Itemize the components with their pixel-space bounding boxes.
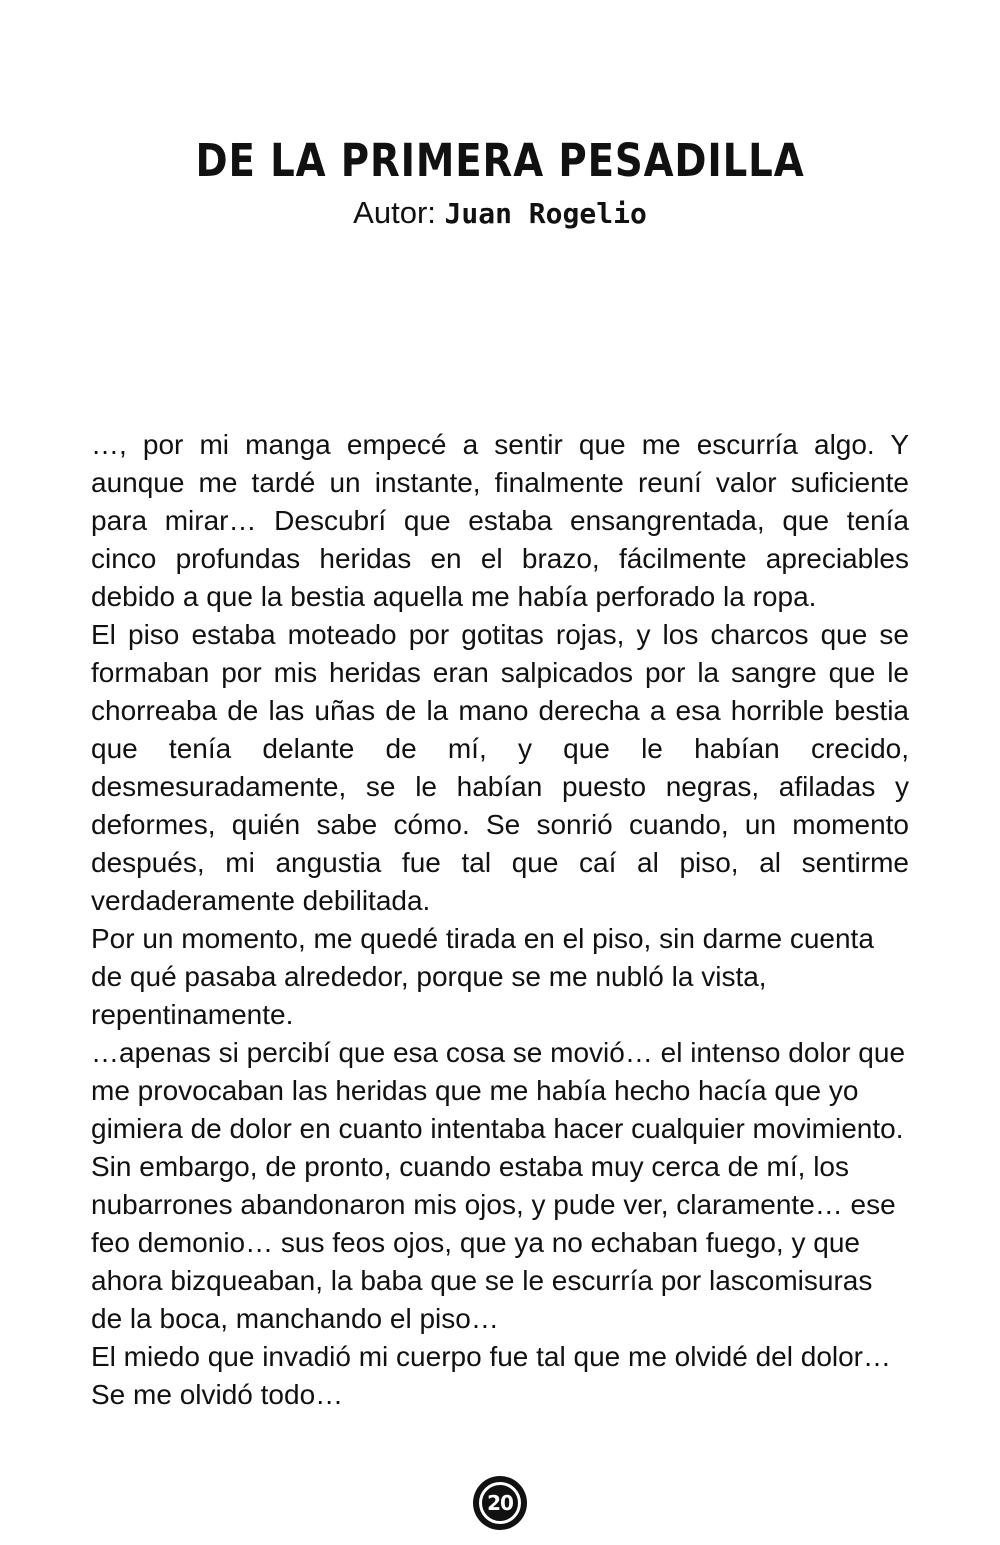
paragraph: El piso estaba moteado por gotitas rojas, y los charcos que se formaban por mis heridas eran salpicados por la sangre que le chorreaba de las uñas de la mano derecha a esa horrible bestia que tenía delante de mí, y que le habían crecido, desmesuradamente, se le habían puesto negras, afiladas y deformes, quién sabe cómo. Se sonrió cuando, un momento después, mi angustia fue tal que caí al piso, al sentirme verdaderamente debilitada. [91,619,909,916]
paragraph: El miedo que invadió mi cuerpo fue tal que me olvidé del dolor… Se me olvidó todo… [91,1341,892,1410]
author-line [0,193,1000,234]
paragraph: …, por mi manga empecé a sentir que me escurría algo. Y aunque me tardé un instante, finalmente reuní valor suficiente para mirar… Descubrí que estaba ensangrentada, que tenía cinco profundas heridas en el brazo, fácilmente apreciables debido a que la bestia aquella me había perforado la ropa. [91,429,909,612]
page-number: 20 [479,1482,521,1524]
page-title: DE LA PRIMERA PESADILLA [195,134,805,187]
paragraph: …apenas si percibí que esa cosa se movió… el intenso dolor que me provocaban las heridas que me había hecho hacía que yo gimiera de dolor en cuanto intentaba hacer cualquier movimiento. [91,1037,906,1144]
page-number-badge [473,1476,527,1530]
author-name: Juan Rogelio [444,197,647,230]
story-text [91,426,909,1414]
paragraph: Por un momento, me quedé tirada en el piso, sin darme cuenta de qué pasaba alrededor, porque se me nubló la vista, repentinamente. [91,923,874,1030]
paragraph: Sin embargo, de pronto, cuando estaba muy cerca de mí, los nubarrones abandonaron mis ojos, y pude ver, claramente… ese feo demonio… sus feos ojos, que ya no echaban fuego, y que ahora bizqueaban, la baba que se le escurría por lascomisuras de la boca, manchando el piso… [91,1151,896,1334]
author-label: Autor: [353,195,436,230]
